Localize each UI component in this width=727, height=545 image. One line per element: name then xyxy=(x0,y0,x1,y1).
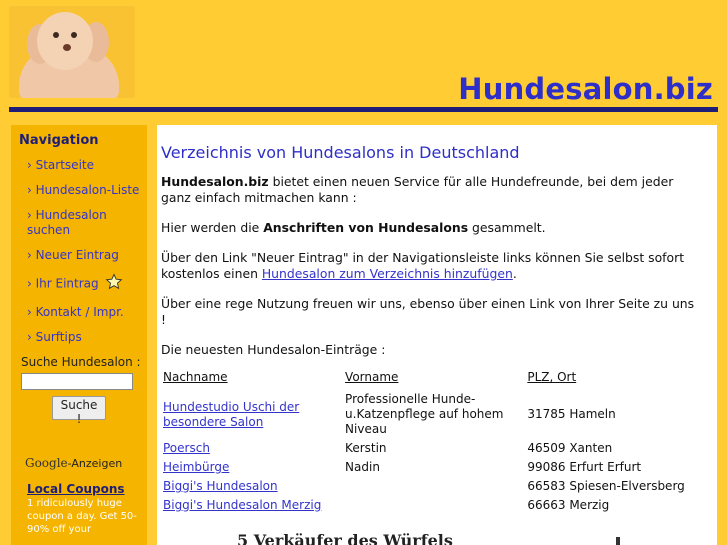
bottle-icon xyxy=(613,537,623,545)
dog-eye-left xyxy=(53,32,59,38)
entry-vorname xyxy=(343,496,525,515)
table-row xyxy=(161,477,717,496)
entry-nachname-link[interactable]: Heimbürge xyxy=(163,460,230,474)
intro-text: bietet einen neuen Service für alle Hundefreunde, bei dem jeder ganz einfach mitmachen kann : xyxy=(161,174,674,205)
entry-nachname-link[interactable]: Hundestudio Uschi der besondere Salon xyxy=(163,399,300,429)
dog-head xyxy=(37,12,93,70)
nav-item-hundesalon-suchen[interactable]: › Hundesalon suchen xyxy=(27,208,107,237)
dog-eye-right xyxy=(71,32,77,38)
entry-ort: 46509 Xanten xyxy=(527,441,613,455)
banner-text-cut: 5 Verkäufer des Würfels xyxy=(237,531,453,545)
usage-paragraph: Über eine rege Nutzung freuen wir uns, ebenso über einen Link von Ihrer Seite zu uns ! xyxy=(161,296,695,327)
latest-entries-label: Die neuesten Hundesalon-Einträge : xyxy=(161,342,386,357)
sidebar xyxy=(11,125,147,545)
search-input[interactable] xyxy=(21,373,133,390)
col-header-nachname[interactable]: Nachname xyxy=(163,370,228,384)
nav-item-ihr-eintrag-row[interactable] xyxy=(27,273,147,295)
entry-ort: 99086 Erfurt Erfurt xyxy=(527,460,642,474)
entry-vorname: Nadin xyxy=(345,460,380,474)
table-header-row xyxy=(161,366,717,390)
nav-item-startseite[interactable]: › Startseite xyxy=(27,158,94,172)
ads-header xyxy=(25,456,147,470)
brand-strong: Hundesalon.biz xyxy=(161,174,269,189)
nav-title: Navigation xyxy=(19,133,99,148)
addresses-paragraph xyxy=(161,220,701,236)
table-row xyxy=(161,496,717,515)
entry-ort: 66663 Merzig xyxy=(527,498,610,512)
col-header-plz-ort[interactable]: PLZ, Ort xyxy=(527,370,577,384)
col-header-vorname[interactable]: Vorname xyxy=(345,370,399,384)
ad-title-link[interactable]: Local Coupons xyxy=(27,482,125,496)
addresses-pre: Hier werden die xyxy=(161,220,264,235)
main-content xyxy=(157,125,717,545)
entry-vorname xyxy=(343,477,525,496)
add-salon-link[interactable]: Hundesalon zum Verzeichnis hinzufügen xyxy=(261,266,513,281)
addresses-strong: Anschriften von Hundesalons xyxy=(263,220,469,235)
search-button[interactable]: Suche ! xyxy=(52,396,106,420)
entry-ort: 66583 Spiesen-Elversberg xyxy=(527,479,685,493)
nav-item-ihr-eintrag[interactable]: › Ihr Eintrag xyxy=(27,276,99,291)
nav-item-neuer-eintrag[interactable]: › Neuer Eintrag xyxy=(27,248,119,262)
add-entry-post: . xyxy=(512,266,517,281)
add-entry-paragraph xyxy=(161,250,701,282)
nav-item-hundesalon-liste[interactable]: › Hundesalon-Liste xyxy=(27,183,140,197)
entry-ort: 31785 Hameln xyxy=(527,407,616,421)
entries-table xyxy=(161,366,717,515)
header xyxy=(0,0,727,110)
addresses-post: gesammelt. xyxy=(468,220,546,235)
table-row xyxy=(161,390,717,439)
nav-item-surftips[interactable]: › Surftips xyxy=(27,330,82,344)
entry-vorname: Kerstin xyxy=(345,441,387,455)
dog-logo-image xyxy=(9,6,135,98)
google-logo: Google xyxy=(25,456,68,470)
table-row xyxy=(161,439,717,458)
add-entry-pre: Über den Link "Neuer Eintrag" in der Navigationsleiste links können Sie selbst sofort kostenlos einen xyxy=(161,250,685,281)
header-divider xyxy=(9,107,718,112)
page-heading: Verzeichnis von Hundesalons in Deutschland xyxy=(161,143,520,162)
entry-nachname-link[interactable]: Biggi's Hundesalon Merzig xyxy=(163,498,322,512)
nav-item-kontakt[interactable]: › Kontakt / Impr. xyxy=(27,305,124,319)
search-label: Suche Hundesalon : xyxy=(21,355,141,369)
entry-vorname: Professionelle Hunde-u.Katzenpflege auf hohem Niveau xyxy=(345,392,504,436)
site-title[interactable]: Hundesalon.biz xyxy=(458,72,713,106)
dog-nose xyxy=(63,44,71,51)
intro-paragraph xyxy=(161,174,701,206)
entry-nachname-link[interactable]: Poersch xyxy=(163,441,210,455)
star-icon xyxy=(105,273,123,295)
entry-nachname-link[interactable]: Biggi's Hundesalon xyxy=(163,479,278,493)
ads-suffix: -Anzeigen xyxy=(67,457,123,470)
ad-text: 1 ridiculously huge coupon a day. Get 50-90% off your xyxy=(27,498,137,535)
table-row xyxy=(161,458,717,477)
